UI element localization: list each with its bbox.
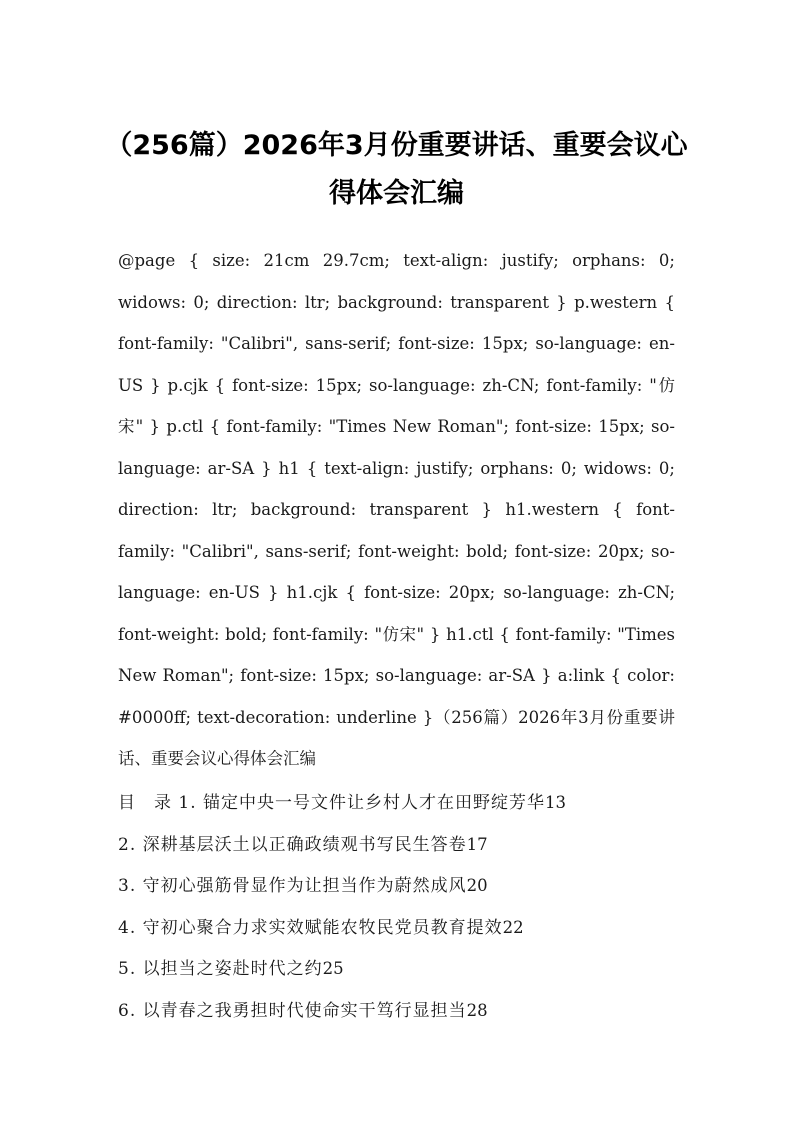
toc-item-page: 20: [466, 876, 488, 895]
toc-item: [118, 824, 698, 866]
toc-item-page: 13: [545, 793, 567, 812]
toc-item: [118, 907, 698, 949]
toc-item-page: 28: [466, 1000, 488, 1020]
document-title: （256篇）2026年3月份重要讲话、重要会议心得体会汇编: [105, 130, 688, 209]
toc-item-page: 22: [502, 917, 524, 937]
toc-item: [118, 990, 698, 1032]
toc-item: [118, 782, 698, 824]
toc-item-page: 25: [322, 959, 344, 978]
table-of-contents: [118, 782, 698, 1031]
toc-item-text: 5. 以担当之姿赴时代之约: [118, 959, 323, 979]
toc-item: [118, 865, 698, 907]
toc-item: [118, 948, 698, 990]
toc-item-text: 6. 以青春之我勇担时代使命实干笃行显担当: [118, 1000, 467, 1021]
toc-item-text: 3. 守初心强筋骨显作为让担当作为蔚然成风: [118, 876, 467, 896]
toc-item-text: 4. 守初心聚合力求实效赋能农牧民党员教育提效: [118, 917, 503, 938]
toc-item-page: 17: [466, 834, 488, 854]
stylesheet-text-paragraph: @page { size: 21cm 29.7cm; text-align: justify; orphans: 0; widows: 0; direction: ltr; background: transparent } p.western { font-family: "Calibri", sans-serif; font-size: 15px; so-language: en-US } p.cjk { font-size: 15px; so-language: zh-CN; font-family: "仿宋" } p.ctl { font-family: "Times New Roman"; font-size: 15px; so-language: ar-SA } h1 { text-align: justify; orphans: 0; widows: 0; direction: ltr; background: transparent } h1.western { font-family: "Calibri", sans-serif; font-weight: bold; font-size: 20px; so-language: en-US } h1.cjk { font-size: 20px; so-language: zh-CN; font-weight: bold; font-family: "仿宋" } h1.ctl { font-family: "Times New Roman"; font-size: 15px; so-language: ar-SA } a:link { color: #0000ff; text-decoration: underline }（256篇）2026年3月份重要讲话、重要会议心得体会汇编: [118, 251, 675, 768]
toc-item-text: 目 录 1. 锚定中央一号文件让乡村人才在田野绽芳华: [118, 793, 546, 813]
toc-item-text: 2. 深耕基层沃土以正确政绩观书写民生答卷: [118, 834, 467, 855]
